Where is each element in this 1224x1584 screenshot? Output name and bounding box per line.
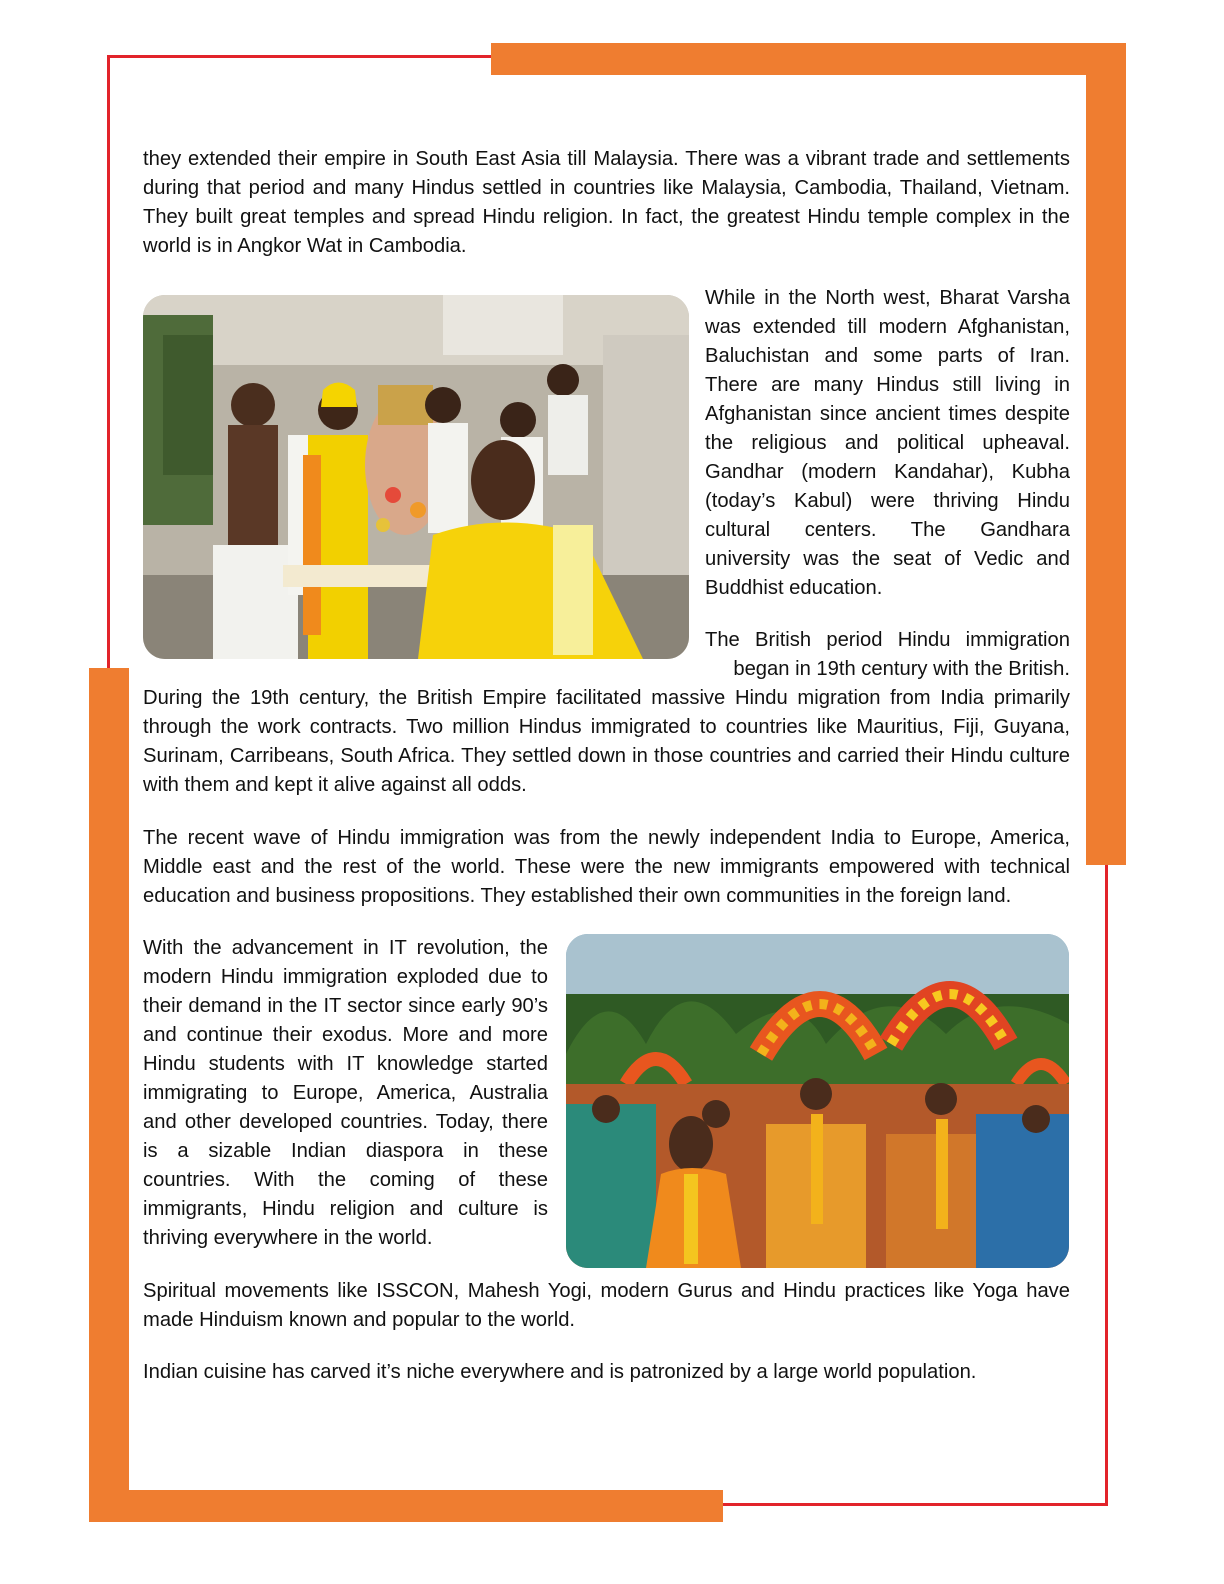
paragraph-north-west: While in the North west, Bharat Varsha was extended till modern Afghanistan, Baluchistan and some parts of Iran. There are many Hindus still living in Afghanistan since ancient times despite the religious and political upheaval. Gandhar (modern Kandahar), Kubha (today’s Kabul) were thriving Hindu cultural centers. The Gandhara university was the seat of Vedic and Buddhist education. [705,287,1070,599]
festival-procession-photo [566,934,1069,1268]
orange-bar-top [491,43,1126,75]
paragraph-indian-cuisine: Indian cuisine has carved it’s niche everywhere and is patronized by a large world population. [143,1361,977,1383]
ganesha-procession-photo [143,295,689,659]
paragraph-recent-wave: The recent wave of Hindu immigration was from the newly independent India to Europe, America, Middle east and the rest of the world. These were the new immigrants empowered with technical education and business propositions. They established their own communities in the foreign land. [143,827,1070,907]
paragraph-it-revolution: With the advancement in IT revolution, the modern Hindu immigration exploded due to their demand in the IT sector since early 90’s and continue their exodus. More and more Hindu students with IT knowledge started immigrating to Europe, America, Australia and other developed countries. Today, there is a sizable Indian diaspora in these countries. With the coming of these immigrants, Hindu religion and culture is thriving everywhere in the world. [143,937,548,1249]
orange-bar-right [1086,43,1126,865]
orange-bar-left [89,668,129,1522]
paragraph-british-period: During the 19th century, the British Empire facilitated massive Hindu migration from India primarily through the work contracts. Two million Hindus immigrated to countries like Mauritius, Fiji, Guyana, Surinam, Carribeans, South Africa. They settled down in those countries and carried their Hindu culture with them and kept it alive against all odds. [143,687,1070,796]
paragraph-british-line-1: The British period Hindu immigration [705,629,1070,651]
paragraph-spiritual-movements: Spiritual movements like ISSCON, Mahesh Yogi, modern Gurus and Hindu practices like Yoga have made Hinduism known and popular to the world. [143,1280,1070,1331]
orange-bar-bottom [89,1490,723,1522]
paragraph-british-line-2: began in 19th century with the British. [733,658,1070,680]
paragraph-southeast-asia: they extended their empire in South East Asia till Malaysia. There was a vibrant trade and settlements during that period and many Hindus settled in countries like Malaysia, Cambodia, Thailand, Vietnam. They built great temples and spread Hindu religion. In fact, the greatest Hindu temple complex in the world is in Angkor Wat in Cambodia. [143,148,1070,257]
